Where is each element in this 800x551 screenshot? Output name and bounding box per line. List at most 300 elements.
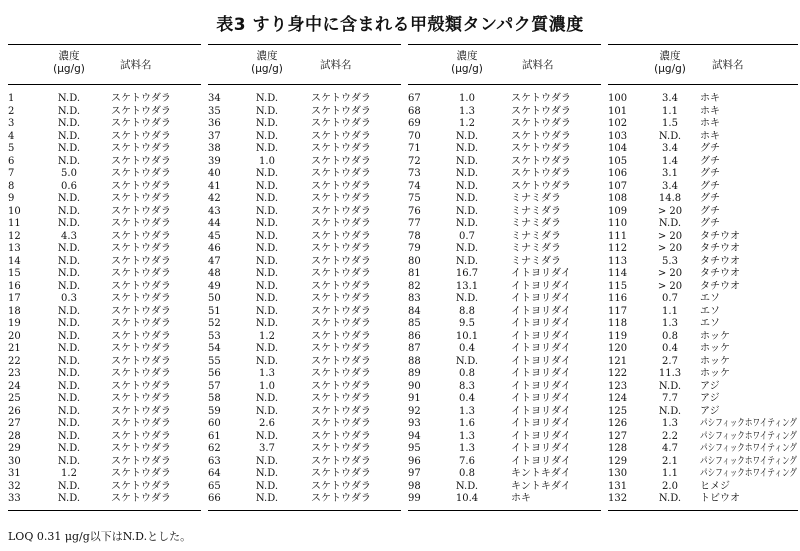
sample-name: エソ bbox=[700, 305, 720, 317]
concentration-value: 1.3 bbox=[459, 430, 475, 442]
concentration-value: N.D. bbox=[57, 330, 81, 342]
concentration-value: N.D. bbox=[255, 180, 279, 192]
sample-name: アジ bbox=[700, 405, 720, 417]
sample-name: スケトウダラ bbox=[111, 368, 171, 379]
concentration-value: 16.7 bbox=[455, 268, 479, 279]
concentration-value: 1.2 bbox=[259, 330, 275, 342]
concentration-value: N.D. bbox=[57, 143, 81, 154]
sample-name-header: 試料名 bbox=[120, 59, 152, 71]
sample-number: 4 bbox=[8, 130, 15, 142]
sample-name: スケトウダラ bbox=[111, 418, 171, 429]
sample-number: 102 bbox=[608, 118, 628, 129]
sample-number: 49 bbox=[208, 280, 221, 292]
sample-name: グチ bbox=[700, 193, 720, 204]
sample-name: タチウオ bbox=[700, 280, 740, 292]
sample-name: スケトウダラ bbox=[311, 443, 371, 454]
concentration-header bbox=[238, 50, 296, 76]
sample-number: 8 bbox=[8, 180, 15, 192]
sample-number: 3 bbox=[8, 118, 15, 129]
concentration-value: N.D. bbox=[57, 430, 81, 442]
rule-bottom bbox=[8, 510, 201, 511]
concentration-value: > 20 bbox=[657, 280, 683, 292]
sample-name: スケトウダラ bbox=[311, 380, 371, 392]
concentration-value: 5.0 bbox=[61, 168, 77, 179]
sample-number: 33 bbox=[8, 493, 21, 504]
concentration-header bbox=[438, 50, 496, 76]
rule-top bbox=[8, 44, 201, 45]
concentration-value: N.D. bbox=[255, 280, 279, 292]
sample-name: スケトウダラ bbox=[311, 393, 371, 404]
sample-name: スケトウダラ bbox=[111, 443, 171, 454]
sample-number: 16 bbox=[8, 280, 21, 292]
sample-name-header: 試料名 bbox=[712, 59, 744, 71]
sample-name: スケトウダラ bbox=[311, 293, 371, 304]
concentration-value: 5.3 bbox=[662, 255, 678, 267]
sample-number: 75 bbox=[408, 193, 421, 204]
concentration-value: N.D. bbox=[255, 268, 279, 279]
sample-number: 61 bbox=[208, 430, 221, 442]
sample-number: 131 bbox=[608, 480, 628, 492]
sample-name: スケトウダラ bbox=[311, 480, 371, 492]
sample-name: スケトウダラ bbox=[311, 93, 371, 104]
sample-name: スケトウダラ bbox=[111, 480, 171, 492]
concentration-value: N.D. bbox=[455, 293, 479, 304]
sample-number: 126 bbox=[608, 418, 628, 429]
sample-name: イトヨリダイ bbox=[511, 443, 571, 454]
sample-name: スケトウダラ bbox=[111, 118, 171, 129]
concentration-value: 1.3 bbox=[459, 105, 475, 117]
sample-name: スケトウダラ bbox=[111, 93, 171, 104]
concentration-value: 1.3 bbox=[662, 318, 678, 329]
sample-number: 121 bbox=[608, 355, 628, 367]
sample-number: 129 bbox=[608, 455, 628, 467]
concentration-value: > 20 bbox=[657, 230, 683, 242]
concentration-value: N.D. bbox=[57, 355, 81, 367]
concentration-value: 3.4 bbox=[662, 93, 678, 104]
sample-number: 76 bbox=[408, 205, 421, 217]
sample-name: グチ bbox=[700, 180, 720, 192]
concentration-value: 1.3 bbox=[662, 418, 678, 429]
sample-number: 57 bbox=[208, 380, 221, 392]
sample-number: 106 bbox=[608, 168, 628, 179]
sample-name: キントキダイ bbox=[511, 468, 571, 479]
sample-name: スケトウダラ bbox=[311, 368, 371, 379]
sample-number: 20 bbox=[8, 330, 21, 342]
sample-number: 5 bbox=[8, 143, 15, 154]
sample-name: イトヨリダイ bbox=[511, 280, 571, 292]
concentration-header-label: 濃度 bbox=[58, 50, 80, 62]
sample-number: 26 bbox=[8, 405, 21, 417]
sample-name: アジ bbox=[700, 380, 720, 392]
sample-name: スケトウダラ bbox=[111, 318, 171, 329]
concentration-value: N.D. bbox=[255, 93, 279, 104]
sample-name: スケトウダラ bbox=[111, 155, 171, 167]
sample-number: 119 bbox=[608, 330, 628, 342]
sample-number: 86 bbox=[408, 330, 421, 342]
sample-name: ミナミダラ bbox=[511, 205, 561, 217]
concentration-value: N.D. bbox=[255, 405, 279, 417]
concentration-value: N.D. bbox=[455, 143, 479, 154]
sample-number: 80 bbox=[408, 255, 421, 267]
concentration-value: N.D. bbox=[658, 130, 682, 142]
sample-name: パシフィックホワイティング bbox=[700, 418, 797, 429]
concentration-value: N.D. bbox=[57, 118, 81, 129]
concentration-value: N.D. bbox=[57, 443, 81, 454]
sample-number: 104 bbox=[608, 143, 628, 154]
concentration-value: N.D. bbox=[255, 468, 279, 479]
sample-number: 41 bbox=[208, 180, 221, 192]
sample-number: 38 bbox=[208, 143, 221, 154]
concentration-value: 9.5 bbox=[459, 318, 475, 329]
sample-number: 25 bbox=[8, 393, 21, 404]
sample-name: ミナミダラ bbox=[511, 218, 561, 229]
sample-name: イトヨリダイ bbox=[511, 380, 571, 392]
sample-name: スケトウダラ bbox=[311, 105, 371, 117]
concentration-value: N.D. bbox=[255, 243, 279, 254]
sample-number: 79 bbox=[408, 243, 421, 254]
sample-name: スケトウダラ bbox=[111, 343, 171, 354]
table-header bbox=[408, 47, 601, 85]
sample-name: スケトウダラ bbox=[111, 243, 171, 254]
sample-name: イトヨリダイ bbox=[511, 430, 571, 442]
sample-number: 95 bbox=[408, 443, 421, 454]
concentration-value: N.D. bbox=[255, 305, 279, 317]
rule-bottom bbox=[608, 510, 798, 511]
table-block-1 bbox=[8, 47, 201, 504]
sample-name: スケトウダラ bbox=[311, 143, 371, 154]
concentration-value: 1.3 bbox=[459, 405, 475, 417]
concentration-value: N.D. bbox=[57, 155, 81, 167]
sample-name: スケトウダラ bbox=[311, 343, 371, 354]
sample-name: イトヨリダイ bbox=[511, 318, 571, 329]
sample-name: イトヨリダイ bbox=[511, 393, 571, 404]
concentration-value: 11.3 bbox=[658, 368, 682, 379]
sample-number: 101 bbox=[608, 105, 628, 117]
sample-number: 128 bbox=[608, 443, 628, 454]
sample-number: 19 bbox=[8, 318, 21, 329]
sample-number: 35 bbox=[208, 105, 221, 117]
sample-number: 14 bbox=[8, 255, 21, 267]
concentration-value: N.D. bbox=[455, 255, 479, 267]
concentration-value: 0.4 bbox=[459, 393, 475, 404]
sample-number: 28 bbox=[8, 430, 21, 442]
concentration-value: 1.0 bbox=[459, 93, 475, 104]
concentration-value: N.D. bbox=[57, 480, 81, 492]
sample-number: 91 bbox=[408, 393, 421, 404]
concentration-value: 1.1 bbox=[662, 468, 678, 479]
concentration-value: 4.3 bbox=[61, 230, 77, 242]
sample-number: 23 bbox=[8, 368, 21, 379]
sample-number: 48 bbox=[208, 268, 221, 279]
sample-name: キントキダイ bbox=[511, 480, 571, 492]
sample-number: 43 bbox=[208, 205, 221, 217]
sample-number: 29 bbox=[8, 443, 21, 454]
sample-number: 77 bbox=[408, 218, 421, 229]
concentration-value: 3.4 bbox=[662, 180, 678, 192]
sample-number: 39 bbox=[208, 155, 221, 167]
concentration-value: N.D. bbox=[57, 93, 81, 104]
sample-number: 7 bbox=[8, 168, 15, 179]
sample-number: 68 bbox=[408, 105, 421, 117]
sample-name: スケトウダラ bbox=[511, 168, 571, 179]
sample-name: スケトウダラ bbox=[311, 305, 371, 317]
sample-number: 82 bbox=[408, 280, 421, 292]
concentration-value: N.D. bbox=[57, 380, 81, 392]
concentration-value: N.D. bbox=[57, 455, 81, 467]
concentration-value: N.D. bbox=[455, 193, 479, 204]
sample-number: 30 bbox=[8, 455, 21, 467]
sample-number: 55 bbox=[208, 355, 221, 367]
concentration-value: 1.0 bbox=[259, 155, 275, 167]
concentration-value: 13.1 bbox=[455, 280, 479, 292]
concentration-value: N.D. bbox=[57, 193, 81, 204]
sample-name: タチウオ bbox=[700, 268, 740, 279]
concentration-value: 1.2 bbox=[459, 118, 475, 129]
sample-number: 85 bbox=[408, 318, 421, 329]
concentration-value: N.D. bbox=[57, 305, 81, 317]
sample-name: スケトウダラ bbox=[311, 330, 371, 342]
sample-name: グチ bbox=[700, 205, 720, 217]
sample-name: スケトウダラ bbox=[311, 493, 371, 504]
concentration-value: N.D. bbox=[658, 380, 682, 392]
concentration-value: 2.2 bbox=[662, 430, 678, 442]
sample-number: 71 bbox=[408, 143, 421, 154]
concentration-value: 0.3 bbox=[61, 293, 77, 304]
sample-number: 74 bbox=[408, 180, 421, 192]
rule-bottom bbox=[208, 510, 401, 511]
concentration-value: N.D. bbox=[255, 143, 279, 154]
concentration-value: N.D. bbox=[255, 168, 279, 179]
sample-name: スケトウダラ bbox=[311, 255, 371, 267]
sample-number: 81 bbox=[408, 268, 421, 279]
sample-number: 113 bbox=[608, 255, 628, 267]
table-header bbox=[208, 47, 401, 85]
concentration-value: N.D. bbox=[57, 418, 81, 429]
sample-number: 53 bbox=[208, 330, 221, 342]
sample-number: 132 bbox=[608, 493, 628, 504]
concentration-value: N.D. bbox=[57, 130, 81, 142]
sample-number: 83 bbox=[408, 293, 421, 304]
sample-number: 90 bbox=[408, 380, 421, 392]
sample-name: スケトウダラ bbox=[311, 168, 371, 179]
sample-name: スケトウダラ bbox=[511, 130, 571, 142]
sample-name: スケトウダラ bbox=[311, 180, 371, 192]
sample-number: 36 bbox=[208, 118, 221, 129]
sample-number: 60 bbox=[208, 418, 221, 429]
sample-name: スケトウダラ bbox=[311, 155, 371, 167]
concentration-value: 2.0 bbox=[662, 480, 678, 492]
sample-name: パシフィックホワイティング bbox=[700, 455, 797, 467]
sample-name: パシフィックホワイティング bbox=[700, 443, 797, 454]
concentration-value: N.D. bbox=[57, 205, 81, 217]
sample-number: 114 bbox=[608, 268, 628, 279]
concentration-value: N.D. bbox=[658, 405, 682, 417]
sample-number: 1 bbox=[8, 93, 15, 104]
sample-name: スケトウダラ bbox=[311, 418, 371, 429]
concentration-value: N.D. bbox=[255, 218, 279, 229]
concentration-value: 1.5 bbox=[662, 118, 678, 129]
concentration-value: 1.6 bbox=[459, 418, 475, 429]
rule-top bbox=[608, 44, 798, 45]
sample-name: スケトウダラ bbox=[311, 468, 371, 479]
concentration-value: N.D. bbox=[255, 355, 279, 367]
sample-name: ヒメジ bbox=[700, 480, 730, 492]
concentration-value: N.D. bbox=[455, 205, 479, 217]
rule-top bbox=[408, 44, 601, 45]
sample-name: スケトウダラ bbox=[111, 330, 171, 342]
concentration-value: 3.4 bbox=[662, 143, 678, 154]
sample-number: 78 bbox=[408, 230, 421, 242]
concentration-header-label: 濃度 bbox=[256, 50, 278, 62]
sample-name: スケトウダラ bbox=[311, 130, 371, 142]
sample-name: イトヨリダイ bbox=[511, 455, 571, 467]
concentration-value: N.D. bbox=[455, 355, 479, 367]
concentration-value: 0.4 bbox=[662, 343, 678, 354]
sample-name: スケトウダラ bbox=[111, 168, 171, 179]
concentration-value: N.D. bbox=[255, 455, 279, 467]
sample-number: 115 bbox=[608, 280, 628, 292]
sample-name: ホキ bbox=[700, 105, 720, 117]
sample-name: スケトウダラ bbox=[511, 180, 571, 192]
concentration-value: N.D. bbox=[658, 493, 682, 504]
concentration-value: 0.7 bbox=[459, 230, 475, 242]
sample-number: 62 bbox=[208, 443, 221, 454]
concentration-value: N.D. bbox=[255, 393, 279, 404]
sample-number: 112 bbox=[608, 243, 628, 254]
sample-name: スケトウダラ bbox=[111, 455, 171, 467]
concentration-value: 2.7 bbox=[662, 355, 678, 367]
sample-name: ホキ bbox=[511, 493, 531, 504]
sample-number: 42 bbox=[208, 193, 221, 204]
concentration-value: N.D. bbox=[455, 218, 479, 229]
concentration-value: 2.6 bbox=[259, 418, 275, 429]
concentration-value: > 20 bbox=[657, 205, 683, 217]
sample-number: 127 bbox=[608, 430, 628, 442]
sample-number: 27 bbox=[8, 418, 21, 429]
rule-bottom bbox=[408, 510, 601, 511]
concentration-value: 8.8 bbox=[459, 305, 475, 317]
sample-name: スケトウダラ bbox=[111, 380, 171, 392]
concentration-value: 1.1 bbox=[662, 105, 678, 117]
sample-name: スケトウダラ bbox=[111, 405, 171, 417]
concentration-value: 0.6 bbox=[61, 180, 77, 192]
sample-name: ホッケ bbox=[700, 355, 730, 367]
sample-name: スケトウダラ bbox=[311, 355, 371, 367]
sample-number: 125 bbox=[608, 405, 628, 417]
sample-number: 89 bbox=[408, 368, 421, 379]
sample-name: スケトウダラ bbox=[311, 243, 371, 254]
sample-number: 46 bbox=[208, 243, 221, 254]
concentration-value: N.D. bbox=[57, 243, 81, 254]
sample-number: 44 bbox=[208, 218, 221, 229]
sample-name: タチウオ bbox=[700, 230, 740, 242]
concentration-value: 2.1 bbox=[662, 455, 678, 467]
sample-name: ホッケ bbox=[700, 330, 730, 342]
sample-number: 87 bbox=[408, 343, 421, 354]
sample-name: ホッケ bbox=[700, 343, 730, 354]
sample-name: スケトウダラ bbox=[311, 268, 371, 279]
concentration-header-unit: (μg/g) bbox=[654, 63, 686, 75]
sample-name: タチウオ bbox=[700, 243, 740, 254]
concentration-value: 1.3 bbox=[459, 443, 475, 454]
sample-number: 50 bbox=[208, 293, 221, 304]
sample-name: ホキ bbox=[700, 118, 720, 129]
sample-name: スケトウダラ bbox=[311, 405, 371, 417]
sample-name: スケトウダラ bbox=[111, 205, 171, 217]
sample-number: 94 bbox=[408, 430, 421, 442]
sample-name: スケトウダラ bbox=[111, 430, 171, 442]
sample-number: 32 bbox=[8, 480, 21, 492]
sample-number: 59 bbox=[208, 405, 221, 417]
concentration-header bbox=[40, 50, 98, 76]
sample-name: スケトウダラ bbox=[511, 155, 571, 167]
concentration-value: N.D. bbox=[57, 493, 81, 504]
sample-name: ホキ bbox=[700, 93, 720, 104]
sample-name: スケトウダラ bbox=[111, 230, 171, 242]
sample-name: イトヨリダイ bbox=[511, 368, 571, 379]
concentration-header bbox=[641, 50, 699, 76]
concentration-value: 7.7 bbox=[662, 393, 678, 404]
rule-top bbox=[208, 44, 401, 45]
concentration-value: N.D. bbox=[255, 118, 279, 129]
sample-name: スケトウダラ bbox=[511, 105, 571, 117]
sample-number: 118 bbox=[608, 318, 628, 329]
concentration-value: 1.4 bbox=[662, 155, 678, 167]
sample-name: イトヨリダイ bbox=[511, 330, 571, 342]
concentration-value: N.D. bbox=[57, 318, 81, 329]
sample-name: スケトウダラ bbox=[311, 193, 371, 204]
sample-name: イトヨリダイ bbox=[511, 355, 571, 367]
sample-name: グチ bbox=[700, 168, 720, 179]
sample-name: スケトウダラ bbox=[311, 118, 371, 129]
sample-number: 124 bbox=[608, 393, 628, 404]
concentration-value: N.D. bbox=[255, 230, 279, 242]
concentration-header-label: 濃度 bbox=[456, 50, 478, 62]
sample-number: 66 bbox=[208, 493, 221, 504]
concentration-value: 0.7 bbox=[662, 293, 678, 304]
sample-number: 64 bbox=[208, 468, 221, 479]
concentration-value: N.D. bbox=[57, 343, 81, 354]
sample-name: イトヨリダイ bbox=[511, 293, 571, 304]
sample-number: 37 bbox=[208, 130, 221, 142]
sample-number: 24 bbox=[8, 380, 21, 392]
sample-number: 63 bbox=[208, 455, 221, 467]
concentration-value: N.D. bbox=[57, 255, 81, 267]
sample-number: 130 bbox=[608, 468, 628, 479]
sample-number: 2 bbox=[8, 105, 15, 117]
sample-number: 109 bbox=[608, 205, 628, 217]
sample-name: ミナミダラ bbox=[511, 230, 561, 242]
sample-number: 56 bbox=[208, 368, 221, 379]
sample-name: スケトウダラ bbox=[111, 493, 171, 504]
sample-name: スケトウダラ bbox=[511, 118, 571, 129]
sample-name: トビウオ bbox=[700, 493, 740, 504]
concentration-value: 0.8 bbox=[662, 330, 678, 342]
concentration-value: 8.3 bbox=[459, 380, 475, 392]
sample-name: スケトウダラ bbox=[311, 205, 371, 217]
concentration-value: N.D. bbox=[57, 393, 81, 404]
sample-name: スケトウダラ bbox=[111, 180, 171, 192]
concentration-value: N.D. bbox=[255, 255, 279, 267]
concentration-value: N.D. bbox=[57, 218, 81, 229]
concentration-value: 0.4 bbox=[459, 343, 475, 354]
concentration-value: 14.8 bbox=[658, 193, 682, 204]
concentration-header-unit: (μg/g) bbox=[451, 63, 483, 75]
sample-name: スケトウダラ bbox=[111, 305, 171, 317]
sample-name: スケトウダラ bbox=[111, 255, 171, 267]
sample-name: グチ bbox=[700, 143, 720, 154]
concentration-value: N.D. bbox=[57, 368, 81, 379]
